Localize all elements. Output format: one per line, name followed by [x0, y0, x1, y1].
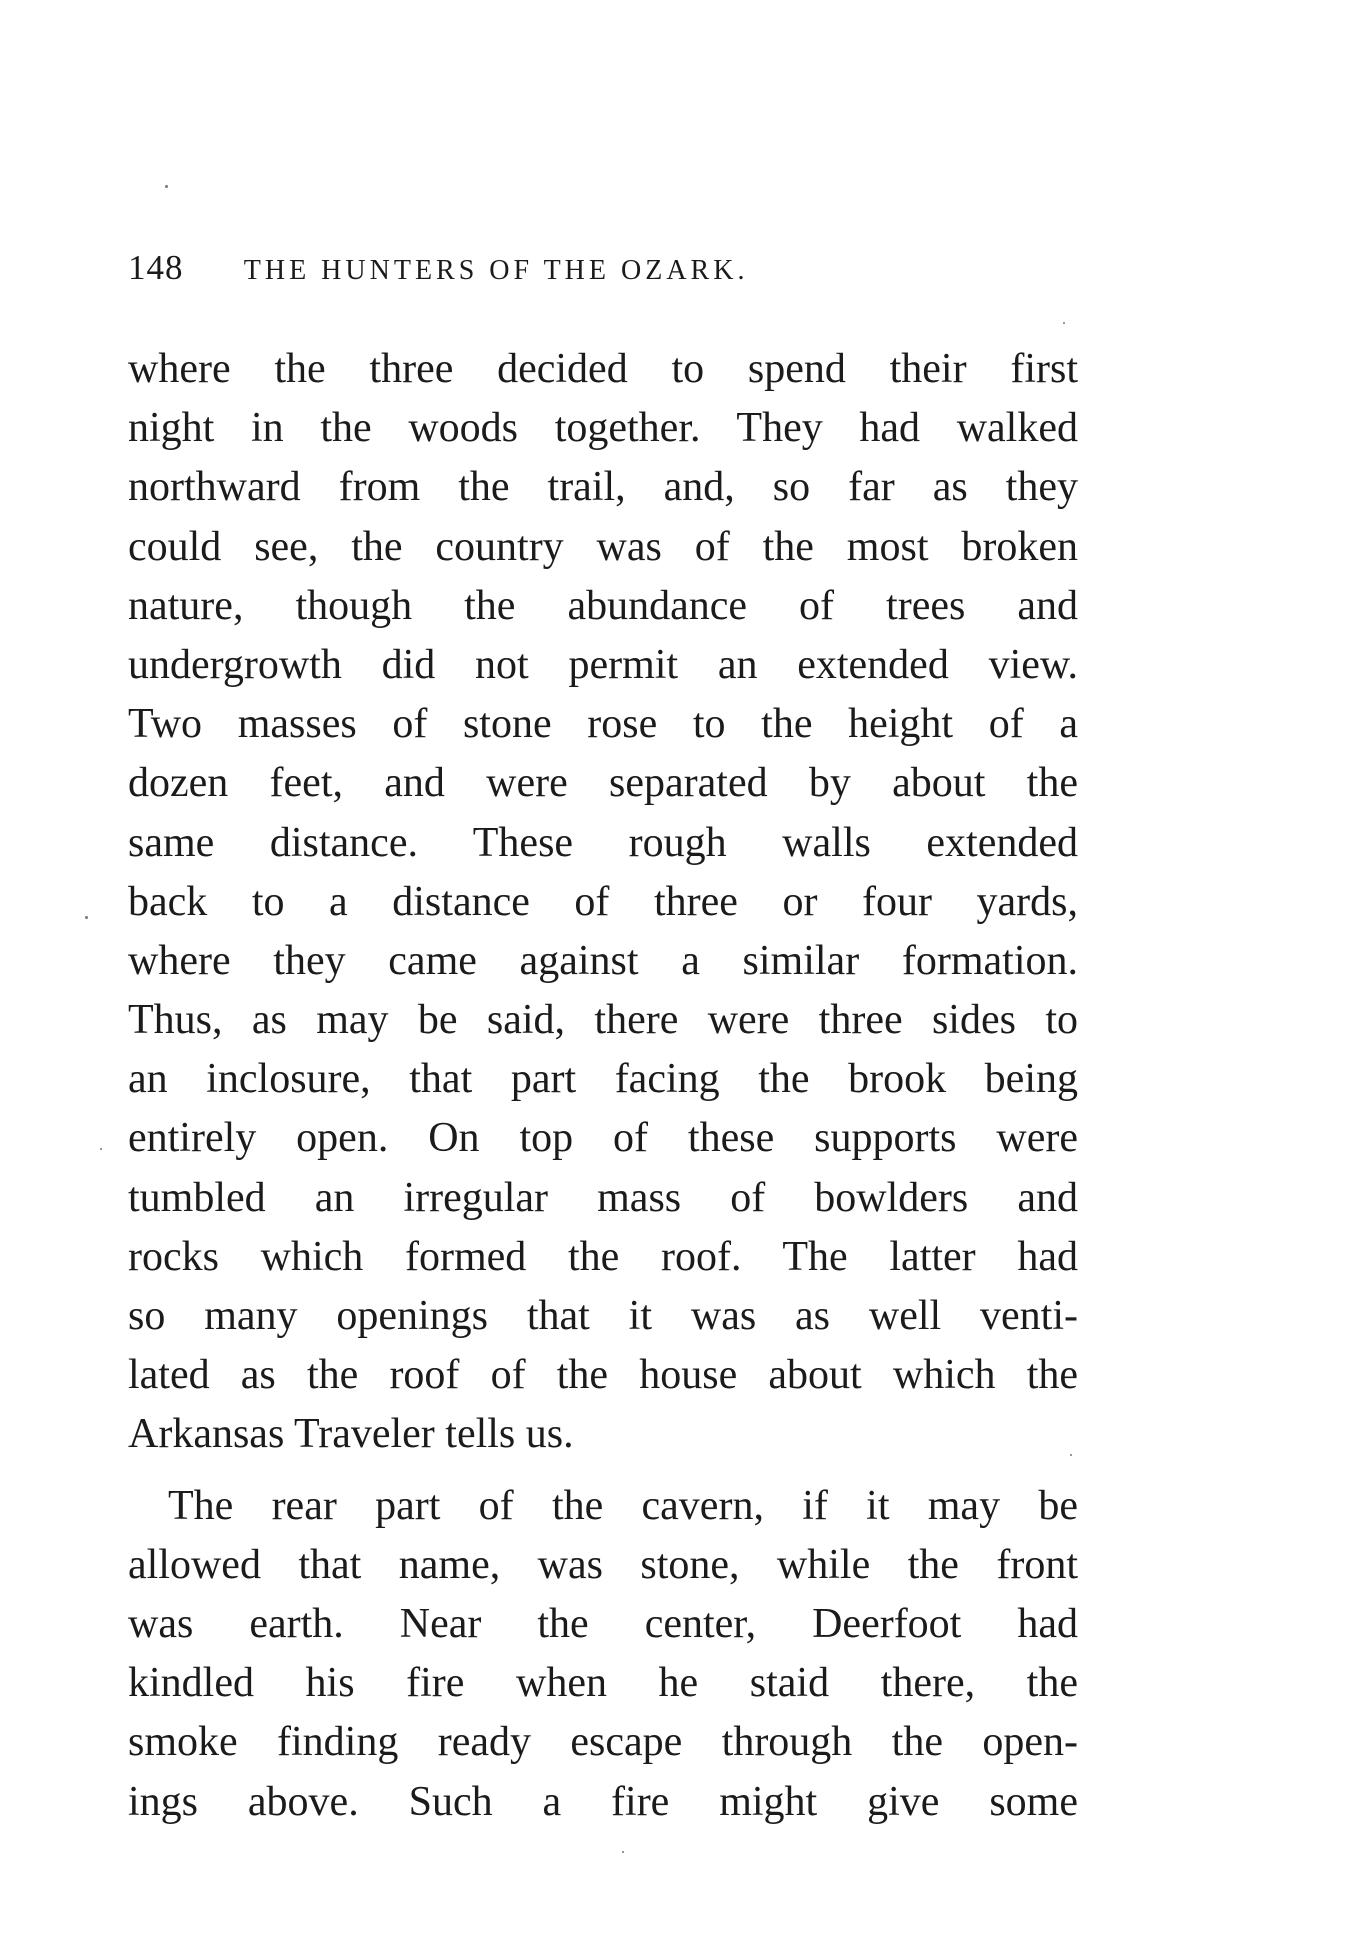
text-line: could see, the country was of the most broken	[128, 523, 1078, 570]
text-line: smoke finding ready escape through the open-	[128, 1719, 1078, 1766]
paragraph-2	[128, 1477, 1078, 1832]
text-line: where the three decided to spend their first	[128, 346, 1078, 392]
print-speck	[85, 916, 88, 919]
page-number: 148	[128, 248, 184, 287]
text-line: an inclosure, that part facing the brook being	[128, 1056, 1078, 1103]
text-line: Arkansas Traveler tells us.	[128, 1411, 574, 1458]
running-head	[128, 246, 1078, 290]
text-line: nature, though the abundance of trees and	[128, 582, 1078, 629]
print-speck	[622, 1851, 624, 1853]
print-speck	[100, 1148, 102, 1150]
body-text	[128, 340, 1078, 1832]
paragraph-gap	[128, 1465, 1078, 1477]
text-line: entirely open. On top of these supports were	[128, 1115, 1078, 1162]
running-title: THE HUNTERS OF THE OZARK.	[243, 255, 749, 286]
text-line: was earth. Near the center, Deerfoot had	[128, 1600, 1078, 1647]
paragraph-1	[128, 340, 1078, 1465]
text-line: ings above. Such a fire might give some	[128, 1778, 1078, 1825]
text-line: The rear part of the cavern, if it may be	[168, 1482, 1078, 1529]
text-line: tumbled an irregular mass of bowlders and	[128, 1174, 1078, 1221]
print-speck	[165, 185, 168, 188]
text-line: where they came against a similar formation.	[128, 937, 1078, 984]
print-speck	[1070, 1454, 1072, 1456]
text-line: same distance. These rough walls extended	[128, 819, 1078, 866]
text-line: dozen feet, and were separated by about the	[128, 760, 1078, 807]
text-line: Two masses of stone rose to the height of a	[128, 701, 1078, 748]
text-line: allowed that name, was stone, while the front	[128, 1541, 1078, 1588]
text-line: so many openings that it was as well venti-	[128, 1293, 1078, 1339]
text-line: Thus, as may be said, there were three sides to	[128, 997, 1078, 1044]
text-line: rocks which formed the roof. The latter had	[128, 1233, 1078, 1280]
text-line: back to a distance of three or four yards,	[128, 878, 1078, 925]
text-line: northward from the trail, and, so far as they	[128, 464, 1078, 511]
text-line: undergrowth did not permit an extended view.	[128, 641, 1078, 688]
text-line: night in the woods together. They had walked	[128, 405, 1078, 452]
text-line: kindled his fire when he staid there, the	[128, 1660, 1078, 1707]
text-line: lated as the roof of the house about which the	[128, 1352, 1078, 1399]
print-speck	[1063, 322, 1065, 324]
